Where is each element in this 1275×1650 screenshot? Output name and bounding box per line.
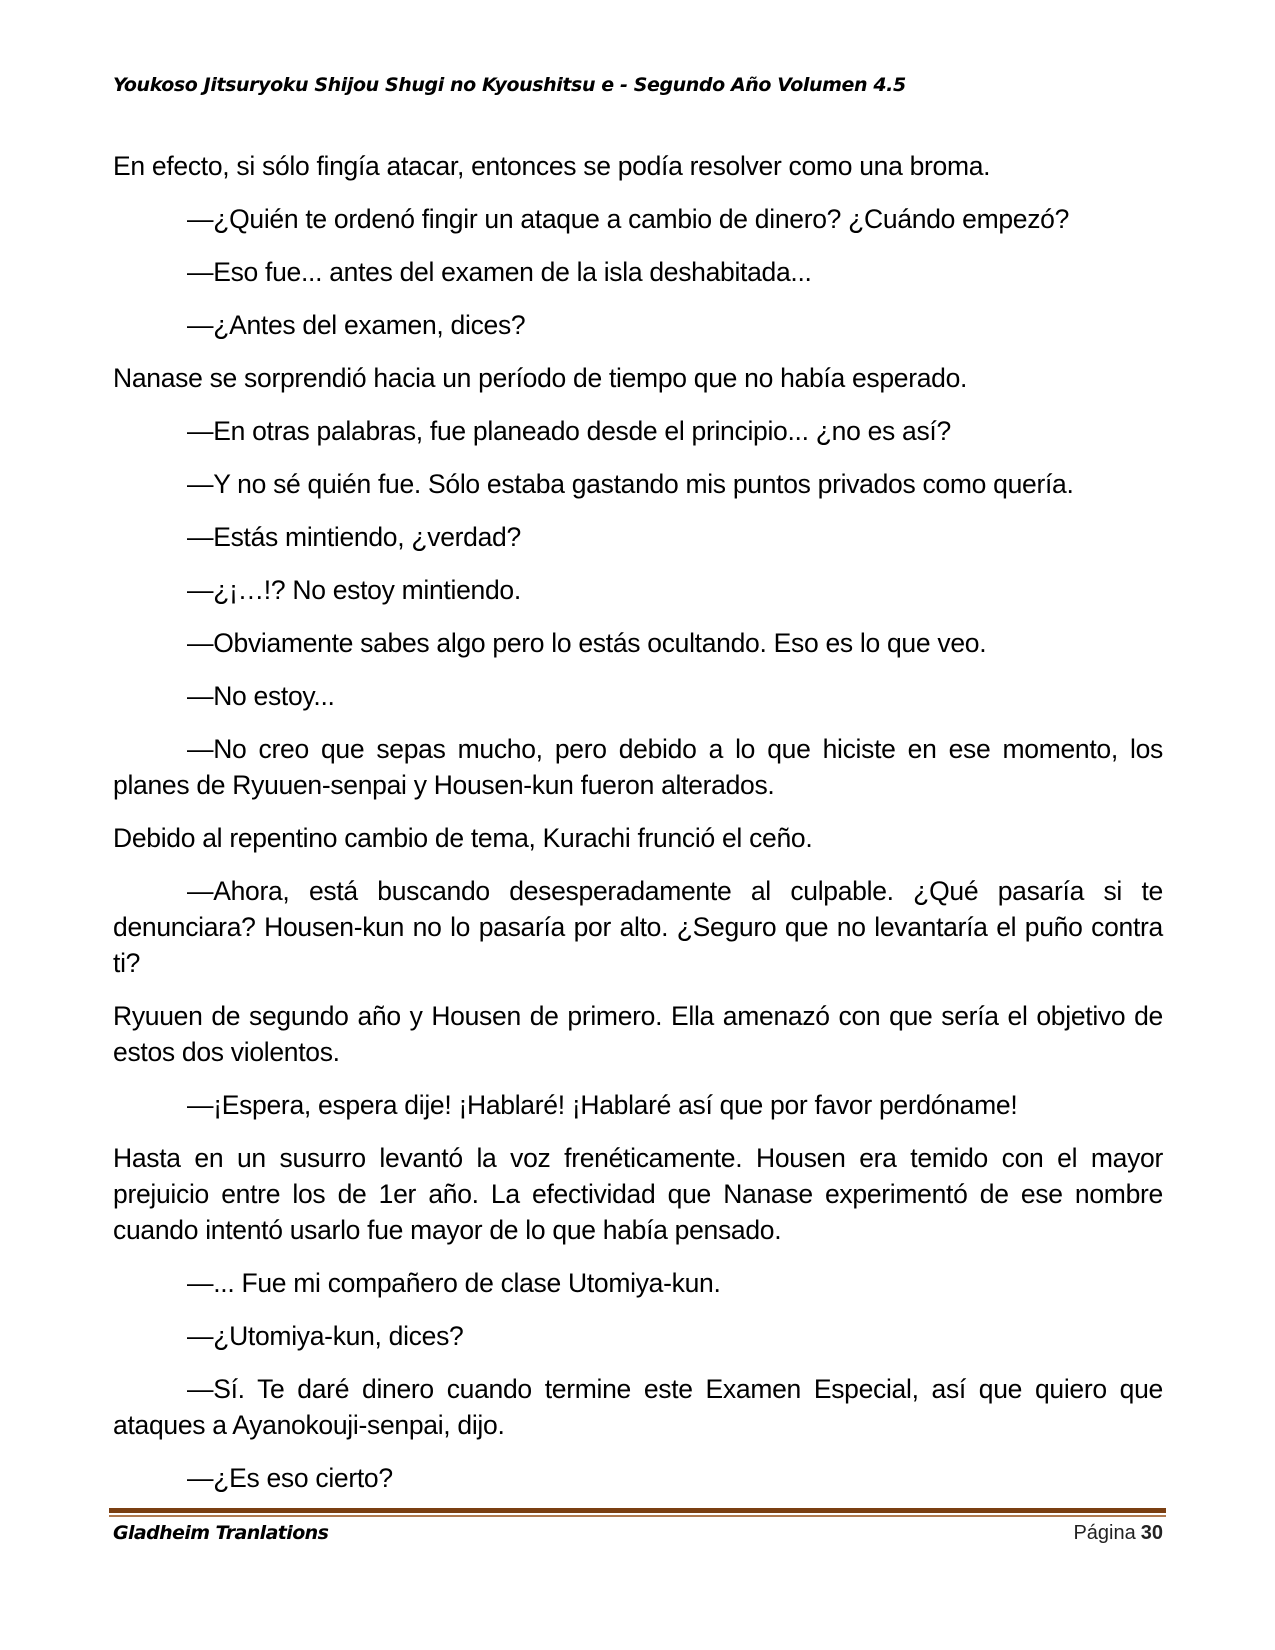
- paragraph: Ryuuen de segundo año y Housen de primero. Ella amenazó con que sería el objetivo de estos dos violentos.: [113, 1001, 1163, 1067]
- document-body: [113, 148, 1163, 1513]
- dialogue-line: —En otras palabras, fue planeado desde el principio... ¿no es así?: [187, 416, 951, 446]
- footer-publisher: Gladheim Tranlations: [113, 1522, 329, 1544]
- paragraph: En efecto, si sólo fingía atacar, entonces se podía resolver como una broma.: [113, 151, 991, 181]
- footer-divider-thin: [109, 1515, 1166, 1517]
- dialogue-line: —Obviamente sabes algo pero lo estás ocultando. Eso es lo que veo.: [187, 628, 987, 658]
- dialogue-line: —Ahora, está buscando desesperadamente al culpable. ¿Qué pasaría si te denunciara? Housen-kun no lo pasaría por alto. ¿Seguro que no levantaría el puño contra ti?: [113, 876, 1163, 978]
- dialogue-line: —Estás mintiendo, ¿verdad?: [187, 522, 521, 552]
- dialogue-line: —¿Utomiya-kun, dices?: [187, 1321, 464, 1351]
- paragraph: Hasta en un susurro levantó la voz frenéticamente. Housen era temido con el mayor prejuicio entre los de 1er año. La efectividad que Nanase experimentó de ese nombre cuando intentó usarlo fue mayor de lo que había pensado.: [113, 1143, 1163, 1245]
- paragraph: Debido al repentino cambio de tema, Kurachi frunció el ceño.: [113, 823, 813, 853]
- dialogue-line: —No estoy...: [187, 681, 335, 711]
- paragraph: Nanase se sorprendió hacia un período de tiempo que no había esperado.: [113, 363, 968, 393]
- footer-page-number: [1073, 1522, 1163, 1545]
- page-number: 30: [1140, 1522, 1163, 1544]
- dialogue-line: —¿Antes del examen, dices?: [187, 310, 526, 340]
- dialogue-line: —Sí. Te daré dinero cuando termine este Examen Especial, así que quiero que ataques a Ayanokouji-senpai, dijo.: [113, 1374, 1163, 1440]
- dialogue-line: —Eso fue... antes del examen de la isla deshabitada...: [187, 257, 812, 287]
- page-label: Página: [1073, 1522, 1136, 1544]
- dialogue-line: —... Fue mi compañero de clase Utomiya-kun.: [187, 1268, 721, 1298]
- dialogue-line: —No creo que sepas mucho, pero debido a lo que hiciste en ese momento, los planes de Ryuuen-senpai y Housen-kun fueron alterados.: [113, 734, 1163, 800]
- footer-divider: [109, 1508, 1166, 1517]
- dialogue-line: —Y no sé quién fue. Sólo estaba gastando mis puntos privados como quería.: [187, 469, 1074, 499]
- dialogue-line: —¿Es eso cierto?: [187, 1463, 393, 1493]
- dialogue-line: —¿¡…!? No estoy mintiendo.: [187, 575, 521, 605]
- dialogue-line: —¿Quién te ordenó fingir un ataque a cambio de dinero? ¿Cuándo empezó?: [187, 204, 1070, 234]
- page-header-title: Youkoso Jitsuryoku Shijou Shugi no Kyoushitsu e - Segundo Año Volumen 4.5: [113, 74, 906, 96]
- dialogue-line: —¡Espera, espera dije! ¡Hablaré! ¡Hablaré así que por favor perdóname!: [187, 1090, 1018, 1120]
